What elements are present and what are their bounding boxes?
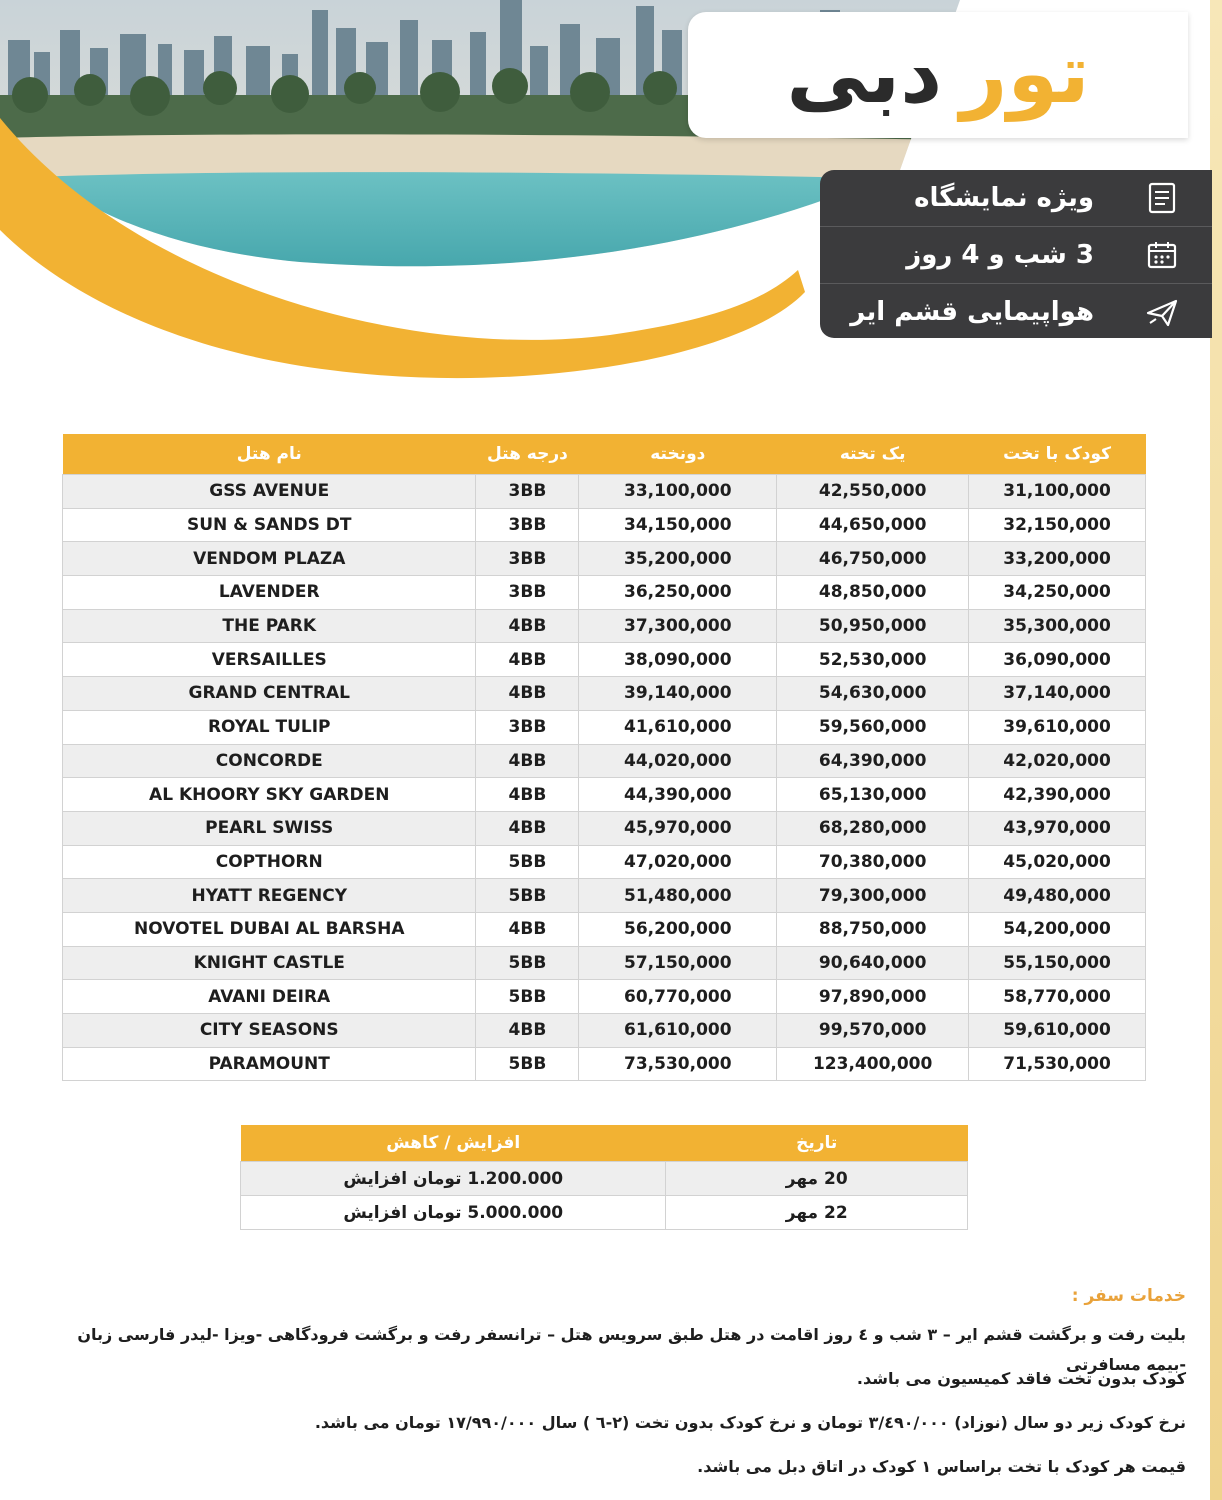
hotel-name-cell: NOVOTEL DUBAI AL BARSHA <box>63 912 476 946</box>
services-line: بلیت رفت و برگشت قشم ایر – ۳ شب و ٤ روز اقامت در هتل طبق سرویس هتل – ترانسفر رفت و برگشت فرودگاهی -ویزا -لیدر فارسی زبان -بیمه مسافرتی <box>77 1325 1186 1374</box>
hotel-name-cell: COPTHORN <box>63 845 476 879</box>
table-row <box>63 845 1146 879</box>
single-price-cell: 48,850,000 <box>777 576 969 610</box>
child-bed-price-cell: 71,530,000 <box>969 1047 1146 1081</box>
hotel-name-cell: HYATT REGENCY <box>63 879 476 913</box>
table-row <box>63 508 1146 542</box>
services-line: کودک بدون تخت فاقد کمیسیون می باشد. <box>856 1369 1186 1388</box>
hotel-grade-cell: 4BB <box>476 609 579 643</box>
hotel-grade-cell: 5BB <box>476 946 579 980</box>
child-bed-price-cell: 54,200,000 <box>969 912 1146 946</box>
header-adjustment: افزایش / کاهش <box>241 1125 666 1162</box>
single-price-cell: 44,650,000 <box>777 508 969 542</box>
child-bed-price-cell: 43,970,000 <box>969 811 1146 845</box>
hotel-name-cell: CITY SEASONS <box>63 1014 476 1048</box>
single-price-cell: 65,130,000 <box>777 778 969 812</box>
services-heading: خدمات سفر : <box>1071 1286 1186 1306</box>
single-price-cell: 59,560,000 <box>777 710 969 744</box>
adjustment-cell: 5.000.000 تومان افزایش <box>241 1196 666 1230</box>
info-row-airline <box>820 284 1212 340</box>
table-row <box>63 1047 1146 1081</box>
double-price-cell: 38,090,000 <box>579 643 777 677</box>
hotel-name-cell: THE PARK <box>63 609 476 643</box>
hotel-name-cell: VENDOM PLAZA <box>63 542 476 576</box>
child-bed-price-cell: 32,150,000 <box>969 508 1146 542</box>
table-row <box>63 946 1146 980</box>
table-row <box>63 710 1146 744</box>
table-row <box>63 811 1146 845</box>
child-bed-price-cell: 36,090,000 <box>969 643 1146 677</box>
hotel-grade-cell: 3BB <box>476 508 579 542</box>
header-double: دونخته <box>579 434 777 475</box>
single-price-cell: 123,400,000 <box>777 1047 969 1081</box>
date-adjustment-table <box>240 1125 968 1230</box>
hotel-name-cell: PARAMOUNT <box>63 1047 476 1081</box>
single-price-cell: 52,530,000 <box>777 643 969 677</box>
hotel-grade-cell: 3BB <box>476 475 579 509</box>
hotel-name-cell: PEARL SWISS <box>63 811 476 845</box>
header-child-bed: کودک با تخت <box>969 434 1146 475</box>
adjustment-cell: 1.200.000 تومان افزایش <box>241 1162 666 1196</box>
table-header-row <box>63 434 1146 475</box>
header-hotel-grade: درجه هتل <box>476 434 579 475</box>
double-price-cell: 60,770,000 <box>579 980 777 1014</box>
table-row <box>63 912 1146 946</box>
services-line: نرخ کودک زیر دو سال (نوزاد) ۳/٤۹۰/۰۰۰ تومان و نرخ کودک بدون تخت (۲-٦ ) سال ۱۷/۹۹۰/۰۰۰ تومان می باشد. <box>314 1413 1186 1432</box>
single-price-cell: 54,630,000 <box>777 677 969 711</box>
table-row <box>63 475 1146 509</box>
hotel-grade-cell: 5BB <box>476 980 579 1014</box>
hotel-name-cell: GRAND CENTRAL <box>63 677 476 711</box>
single-price-cell: 99,570,000 <box>777 1014 969 1048</box>
hotel-grade-cell: 3BB <box>476 710 579 744</box>
table-row <box>63 677 1146 711</box>
hotel-grade-cell: 4BB <box>476 643 579 677</box>
hotel-name-cell: GSS AVENUE <box>63 475 476 509</box>
table-header-row <box>241 1125 968 1162</box>
table-row <box>63 778 1146 812</box>
date-cell: 22 مهر <box>666 1196 968 1230</box>
table-row <box>63 542 1146 576</box>
child-bed-price-cell: 42,020,000 <box>969 744 1146 778</box>
child-bed-price-cell: 39,610,000 <box>969 710 1146 744</box>
single-price-cell: 42,550,000 <box>777 475 969 509</box>
double-price-cell: 45,970,000 <box>579 811 777 845</box>
hotel-name-cell: CONCORDE <box>63 744 476 778</box>
info-label: ویژه نمایشگاه <box>914 183 1094 213</box>
single-price-cell: 50,950,000 <box>777 609 969 643</box>
hotel-name-cell: LAVENDER <box>63 576 476 610</box>
single-price-cell: 88,750,000 <box>777 912 969 946</box>
child-bed-price-cell: 59,610,000 <box>969 1014 1146 1048</box>
single-price-cell: 97,890,000 <box>777 980 969 1014</box>
info-label: هواپیمایی قشم ایر <box>850 297 1094 327</box>
single-price-cell: 90,640,000 <box>777 946 969 980</box>
hotel-grade-cell: 3BB <box>476 576 579 610</box>
hotel-grade-cell: 4BB <box>476 1014 579 1048</box>
table-row <box>63 879 1146 913</box>
table-row <box>63 1014 1146 1048</box>
double-price-cell: 33,100,000 <box>579 475 777 509</box>
table-row <box>63 609 1146 643</box>
child-bed-price-cell: 34,250,000 <box>969 576 1146 610</box>
child-bed-price-cell: 37,140,000 <box>969 677 1146 711</box>
services-line: قیمت هر کودک با تخت براساس ۱ کودک در اتاق دبل می باشد. <box>697 1457 1186 1476</box>
hotel-grade-cell: 4BB <box>476 744 579 778</box>
info-row-exhibition <box>820 170 1212 227</box>
double-price-cell: 44,020,000 <box>579 744 777 778</box>
hotel-grade-cell: 3BB <box>476 542 579 576</box>
child-bed-price-cell: 49,480,000 <box>969 879 1146 913</box>
double-price-cell: 37,300,000 <box>579 609 777 643</box>
table-row <box>63 744 1146 778</box>
double-price-cell: 44,390,000 <box>579 778 777 812</box>
hotel-grade-cell: 5BB <box>476 879 579 913</box>
table-row <box>241 1162 968 1196</box>
hotel-name-cell: KNIGHT CASTLE <box>63 946 476 980</box>
double-price-cell: 35,200,000 <box>579 542 777 576</box>
double-price-cell: 61,610,000 <box>579 1014 777 1048</box>
hotel-grade-cell: 5BB <box>476 1047 579 1081</box>
child-bed-price-cell: 42,390,000 <box>969 778 1146 812</box>
child-bed-price-cell: 33,200,000 <box>969 542 1146 576</box>
document-icon <box>1142 182 1182 214</box>
double-price-cell: 36,250,000 <box>579 576 777 610</box>
double-price-cell: 34,150,000 <box>579 508 777 542</box>
info-row-duration <box>820 227 1212 284</box>
hotel-grade-cell: 4BB <box>476 811 579 845</box>
child-bed-price-cell: 55,150,000 <box>969 946 1146 980</box>
double-price-cell: 47,020,000 <box>579 845 777 879</box>
header-single: یک تخته <box>777 434 969 475</box>
date-cell: 20 مهر <box>666 1162 968 1196</box>
hotel-grade-cell: 4BB <box>476 778 579 812</box>
double-price-cell: 41,610,000 <box>579 710 777 744</box>
hotel-name-cell: AL KHOORY SKY GARDEN <box>63 778 476 812</box>
title-word-tour: تور <box>960 27 1090 122</box>
travel-services <box>36 1286 1186 1496</box>
table-row <box>241 1196 968 1230</box>
hotel-name-cell: SUN & SANDS DT <box>63 508 476 542</box>
header-hotel-name: نام هتل <box>63 434 476 475</box>
airplane-icon <box>1142 297 1182 327</box>
single-price-cell: 70,380,000 <box>777 845 969 879</box>
tour-info-box <box>820 170 1212 338</box>
calendar-icon <box>1142 240 1182 270</box>
double-price-cell: 56,200,000 <box>579 912 777 946</box>
hotel-grade-cell: 4BB <box>476 912 579 946</box>
table-row <box>63 980 1146 1014</box>
single-price-cell: 68,280,000 <box>777 811 969 845</box>
child-bed-price-cell: 31,100,000 <box>969 475 1146 509</box>
hotel-name-cell: AVANI DEIRA <box>63 980 476 1014</box>
page-title <box>688 12 1188 138</box>
child-bed-price-cell: 45,020,000 <box>969 845 1146 879</box>
header-date: تاریخ <box>666 1125 968 1162</box>
double-price-cell: 51,480,000 <box>579 879 777 913</box>
table-row <box>63 643 1146 677</box>
child-bed-price-cell: 35,300,000 <box>969 609 1146 643</box>
hotel-grade-cell: 5BB <box>476 845 579 879</box>
child-bed-price-cell: 58,770,000 <box>969 980 1146 1014</box>
hotel-price-table <box>62 434 1146 1081</box>
hotel-name-cell: ROYAL TULIP <box>63 710 476 744</box>
table-row <box>63 576 1146 610</box>
hotel-name-cell: VERSAILLES <box>63 643 476 677</box>
single-price-cell: 64,390,000 <box>777 744 969 778</box>
hotel-grade-cell: 4BB <box>476 677 579 711</box>
double-price-cell: 57,150,000 <box>579 946 777 980</box>
double-price-cell: 39,140,000 <box>579 677 777 711</box>
double-price-cell: 73,530,000 <box>579 1047 777 1081</box>
info-label: 3 شب و 4 روز <box>906 240 1094 270</box>
single-price-cell: 46,750,000 <box>777 542 969 576</box>
single-price-cell: 79,300,000 <box>777 879 969 913</box>
title-word-dubai: دبی <box>786 27 943 122</box>
